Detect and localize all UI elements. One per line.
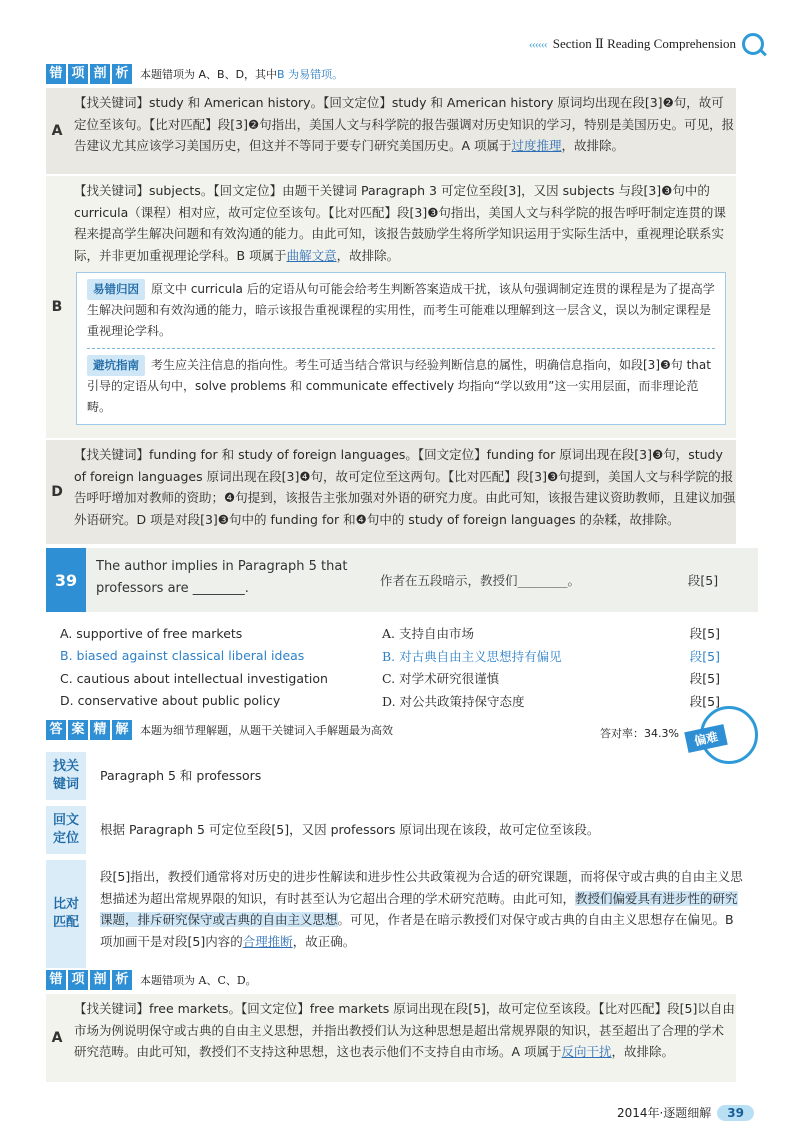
trap-label: 易错归因: [87, 279, 145, 300]
option-a-analysis: [46, 88, 736, 174]
guide-label: 避坑指南: [87, 355, 145, 376]
step-label: 找关键词: [46, 752, 86, 800]
wrong-analysis-tag-top: [46, 64, 343, 84]
step-text: 根据 Paragraph 5 可定位至段[5]，又因 professors 原词出现在该段，故可定位至该段。: [100, 822, 600, 838]
tag-char: 项: [68, 64, 88, 84]
trap-note-box: [76, 272, 726, 425]
choice-row: C. cautious about intellectual investigation C. 对学术研究很谨慎 段[5]: [60, 670, 720, 687]
question-row: [46, 548, 758, 612]
step-match: [46, 860, 758, 968]
tag-char: 剖: [90, 64, 110, 84]
answer-analysis-tag: [46, 720, 393, 740]
choice-row-correct: B. biased against classical liberal ideas B. 对古典自由主义思想持有偏见 段[5]: [60, 648, 720, 664]
page-number: 39: [717, 1105, 754, 1121]
step-locate: [46, 806, 758, 854]
tag-char: 析: [112, 970, 132, 990]
tag-char: 解: [112, 720, 132, 740]
footer-label: 2014年·逐题细解: [616, 1106, 712, 1120]
trap-text: 原文中 curricula 后的定语从句可能会给考生判断答案造成干扰，该从句强调制定连贯的课程是为了提高学生解决问题和有效沟通的能力，暗示该报告重视课程的实用性，而考生可能难以理解到这一层含义，误以为制定课程是重视理论学科。: [87, 282, 715, 338]
question-paragraph: 段[5]: [687, 573, 719, 588]
step-label: 回文定位: [46, 806, 86, 854]
option-letter: B: [51, 299, 63, 315]
step-text: Paragraph 5 和 professors: [100, 768, 262, 784]
choice-row: D. conservative about public policy D. 对公共政策持保守态度 段[5]: [60, 693, 720, 709]
option-a-text: 【找关键词】free markets。【回文定位】free markets 原词出现在段[5]，故可定位至该段。【比对匹配】段[5]以自由市场为例说明保守或古典的自由主义思想，并指出教授们认为这种思想是超出常规界限的知识，甚至超出了合理的学术研究范畴。由此可知，教授们不支持这种思想，这也表示他们不支持自由市场。A 项属于反向干扰，故排除。: [74, 1001, 735, 1059]
arrow-decoration: ‹‹‹‹‹‹: [528, 36, 547, 51]
step-keyword: [46, 752, 758, 800]
tag-char: 项: [68, 970, 88, 990]
option-d-text: 【找关键词】funding for 和 study of foreign languages。【回文定位】funding for 原词出现在段[3]❸句，study of foreign languages 原词出现在段[3]❹句，故可定位至这两句。【比对匹配】段[3]❸句提到，美国人文与科学院的报告呼吁增加对教师的资助；❹句提到，该报告主张加强对外语的研究力度。由此可知，该报告建议资助教师，且建议加强外语研究。D 项是对段[3]❸句中的 funding for 和❹句中的 study of foreign languages 的杂糅，故排除。: [74, 447, 736, 527]
choice-row: A. supportive of free markets A. 支持自由市场 段[5]: [60, 625, 720, 642]
divider: [87, 348, 715, 349]
question-number: 39: [46, 548, 86, 612]
tag-char: 错: [46, 64, 66, 84]
option-b-text: 【找关键词】subjects。【回文定位】由题干关键词 Paragraph 3 可定位至段[3]，又因 subjects 与段[3]❸句中的 curricula（课程）相对应，故可定位至该句。【比对匹配】段[3]❸句指出，美国人文与科学院的报告呼吁制定连贯的课程来提高学生解决问题和有效沟通的能力。由此可知，该报告鼓励学生将所学知识运用于实际生活中，重视理论联系实际，并非更加重视理论学科。B 项属于曲解文意，故排除。 易错归因 原文中 curricula 后的定语从句可能会给考生判断答案造成干扰，该从句强调制定连贯的课程是为了提高学生解决问题和有效沟通的能力，暗示该报告重视课程的实用性，而考生可能难以理解到这一层含义，误以为制定课程是重视理论学科。 避坑指南 考生应关注信息的指向性。考生可适当结合常识与经验判断信息的属性，明确信息指向，如段[3]❸句 that 引导的定语从句中，solve problems 和 communicate effectively 均指向“学以致用”这一实用层面，而非理论范畴。: [68, 176, 736, 438]
search-icon: [742, 33, 764, 55]
question-stem-en: The author implies in Paragraph 5 that professors are ________.: [96, 559, 348, 596]
option-d-analysis: [46, 440, 736, 544]
option-a-analysis-bottom: [46, 994, 736, 1082]
option-letter: A: [51, 1030, 63, 1046]
wrong-analysis-tag-bottom: [46, 970, 257, 990]
tag-char: 析: [112, 64, 132, 84]
step-text: 段[5]指出，教授们通常将对历史的进步性解读和进步性公共政策视为合适的研究课题，而将保守或古典的自由主义思想描述为超出常规界限的知识，有时甚至认为它超出合理的学术研究范畴。由此可知，教授们偏爱具有进步性的研究课题，排斥研究保守或古典的自由主义思想。可见，作者是在暗示教授们对保守或古典的自由主义思想存在偏见。B 项加画干是对段[5]内容的合理推断，故正确。: [100, 869, 743, 949]
question-stem-zh: 作者在五段暗示，教授们________。: [380, 573, 581, 588]
footer: [617, 1104, 754, 1121]
running-head: [529, 30, 764, 58]
tag-char: 错: [46, 970, 66, 990]
option-letter: D: [51, 484, 63, 500]
tag-char: 答: [46, 720, 66, 740]
tag-char: 精: [90, 720, 110, 740]
tag-char: 剖: [90, 970, 110, 990]
option-b-analysis: [46, 176, 736, 438]
step-label: 比对匹配: [46, 860, 86, 968]
accuracy-rate: 答对率：34.3%: [600, 727, 679, 740]
guide-text: 考生应关注信息的指向性。考生可适当结合常识与经验判断信息的属性，明确信息指向，如段[3]❸句 that 引导的定语从句中，solve problems 和 communicate effectively 均指向“学以致用”这一实用层面，而非理论范畴。: [87, 358, 711, 414]
option-a-text: 【找关键词】study 和 American history。【回文定位】study 和 American history 原词均出现在段[3]❷句，故可定位至该句。【比对匹配】段[3]❷句指出，美国人文与科学院的报告强调对历史知识的学习，特别是美国历史。可见，报告建议尤其应该学习美国历史，但这并不等同于要专门研究美国历史。A 项属于过度推理，故排除。: [74, 95, 735, 153]
option-letter: A: [51, 123, 63, 139]
choice-list: [60, 622, 720, 712]
answer-note: 本题为细节理解题，从题干关键词入手解题最为高效: [140, 724, 393, 737]
tag-char: 案: [68, 720, 88, 740]
difficulty-label: 偏难: [684, 724, 728, 753]
wrong-analysis-note: 本题错项为 A、C、D。: [140, 974, 257, 987]
section-title: Section Ⅱ Reading Comprehension: [552, 36, 736, 51]
wrong-analysis-note: 本题错项为 A、B、D，其中B 为易错项。: [140, 68, 344, 81]
